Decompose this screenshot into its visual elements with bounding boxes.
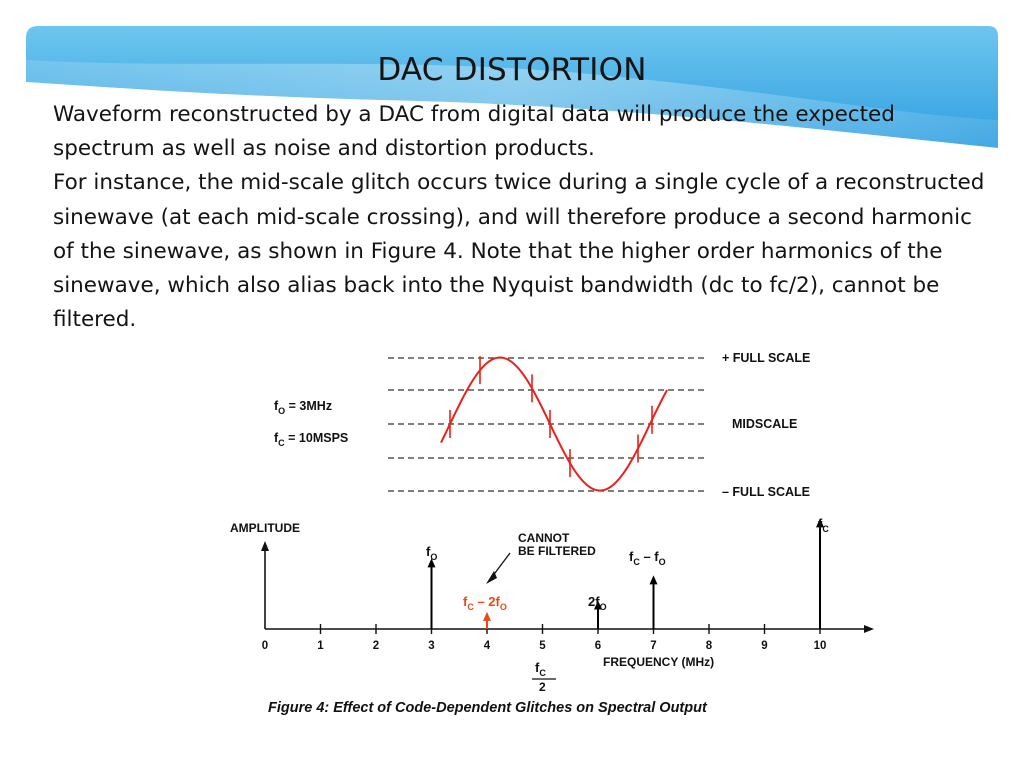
cannot-filtered-arrow <box>486 553 510 584</box>
midscale-label: MIDSCALE <box>732 417 798 431</box>
paragraph-1: Waveform reconstructed by a DAC from digital data will produce the expected spectrum as well as noise and distortion products. <box>53 102 895 162</box>
paragraph-2: For instance, the mid-scale glitch occurs twice during a single cycle of a reconstructed sinewave (at each mid-scale crossing), and will therefore produce a second harmonic of the sinewave, as shown in Figure 4. Note that the higher order harmonics of the sinewave, which also alias back into the Nyquist bandwidth (dc to fc/2), cannot be filtered. <box>53 170 985 333</box>
y-axis-label: AMPLITUDE <box>230 521 300 535</box>
fc-param-label: $f_C$ = 10MSPS <box>274 431 349 448</box>
cannot-filtered-line2: BE FILTERED <box>518 544 596 558</box>
two-fo-label: $2f_O$ <box>588 594 607 612</box>
cannot-filtered-line1: CANNOT <box>518 531 570 545</box>
x-tick-label-1: 1 <box>317 640 324 652</box>
spectral-arrowhead-2 <box>483 612 491 621</box>
half-fc-marker <box>532 660 556 694</box>
fc-minus-fo-label: $f_C - f_O$ <box>629 549 666 567</box>
fc-peak-label: $f_C$ <box>818 516 829 534</box>
slide-title: DAC DISTORTION <box>377 52 647 88</box>
y-axis-arrowhead <box>261 541 269 551</box>
spectral-arrowhead-4 <box>650 575 658 584</box>
waveform-panel <box>274 351 810 499</box>
x-tick-label-10: 10 <box>813 640 827 652</box>
x-tick-label-9: 9 <box>761 640 768 652</box>
x-tick-label-3: 3 <box>428 640 435 652</box>
x-tick-label-2: 2 <box>372 640 380 652</box>
x-tick-label-0: 0 <box>261 640 269 652</box>
x-tick-label-8: 8 <box>705 640 713 652</box>
spectral-lines <box>428 518 825 629</box>
x-tick-label-7: 7 <box>650 640 657 652</box>
svg-text:2: 2 <box>539 680 546 694</box>
spectrum-panel <box>230 516 874 694</box>
fc-minus-2fo-label: $f_C - 2f_O$ <box>463 594 507 612</box>
x-axis-arrowhead <box>864 625 874 633</box>
minus-full-scale-label: – FULL SCALE <box>722 485 810 499</box>
x-tick-label-6: 6 <box>594 640 602 652</box>
plus-full-scale-label: + FULL SCALE <box>722 351 811 365</box>
fo-peak-label: $f_O$ <box>426 544 438 562</box>
fo-param-label: $f_O = 3MHz$ <box>274 399 333 416</box>
x-tick-label-4: 4 <box>483 640 491 652</box>
glitch-markers <box>450 356 652 477</box>
x-tick-label-5: 5 <box>539 640 546 652</box>
figure-caption: Figure 4: Effect of Code-Dependent Glitches on Spectral Output <box>268 700 707 716</box>
x-axis-label: FREQUENCY (MHz) <box>603 655 715 669</box>
svg-text:fC: $f_C$ <box>535 660 546 678</box>
